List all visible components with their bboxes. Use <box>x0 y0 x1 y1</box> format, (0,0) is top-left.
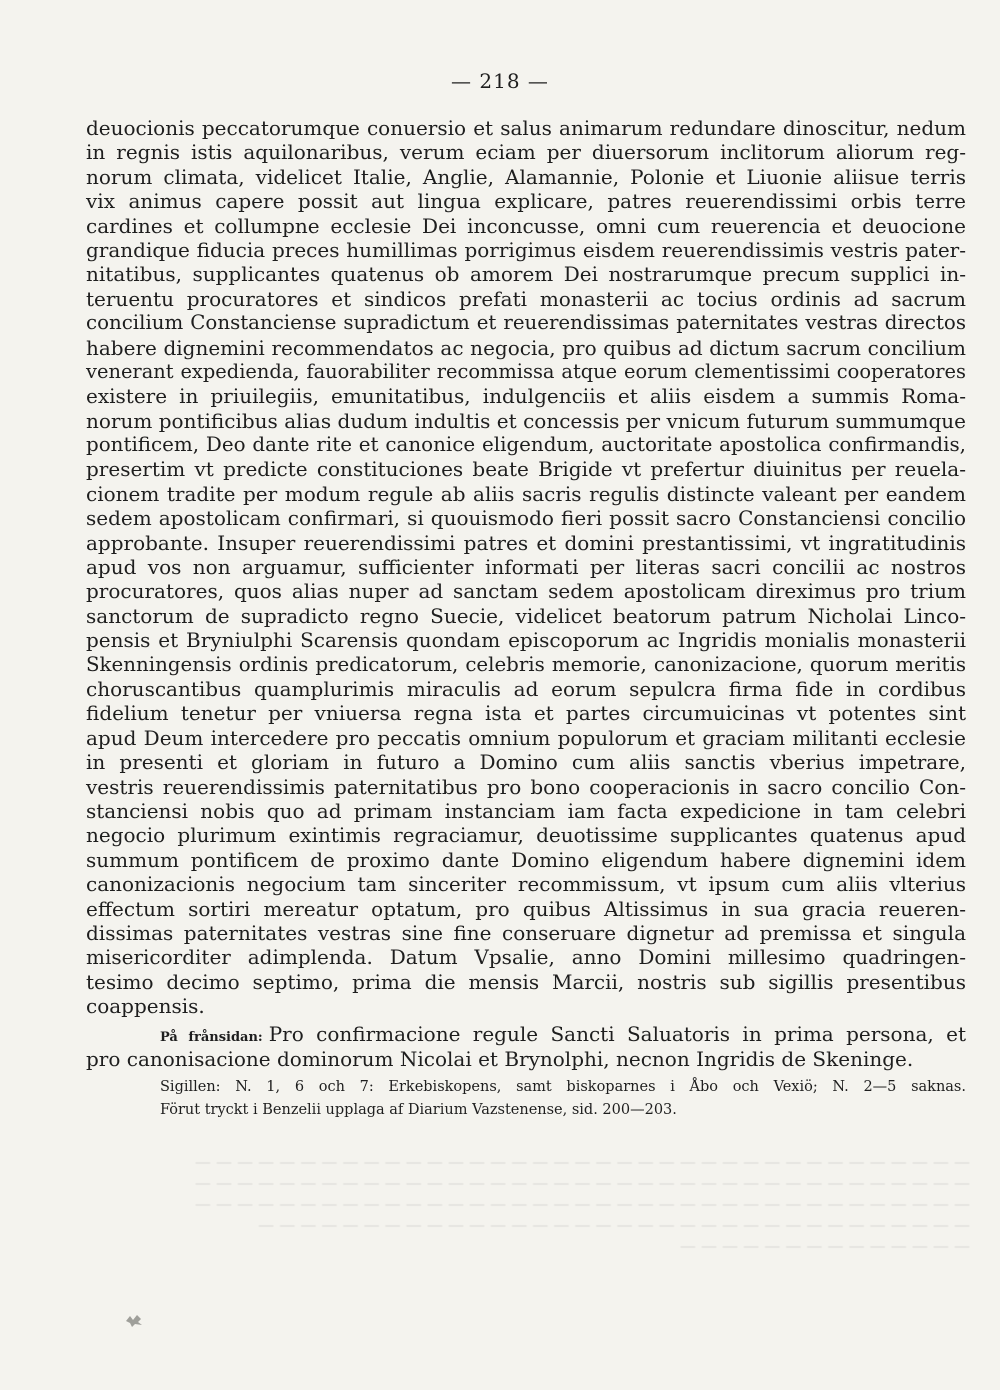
ink-blot <box>124 1312 144 1328</box>
body-line: existere in priuilegiis, emunitatibus, indulgenciis et aliis eisdem a summis Roma- <box>86 384 966 409</box>
body-line: effectum sortiri mereatur optatum, pro quibus Altissimus in sua gracia reueren- <box>86 896 966 921</box>
body-line: canonizacionis negocium tam sinceriter recommissum, vt ipsum cum aliis vlterius <box>86 872 966 897</box>
seal-note <box>160 1076 966 1122</box>
body-line: deuocionis peccatorumque conuersio et salus animarum redundare dinoscitur, nedum <box>86 116 966 140</box>
body-line: fidelium tenetur per vniuersa regna ista et partes circumuicinas vt potentes sint <box>86 701 966 726</box>
body-line: presertim vt predicte constituciones beate Brigide vt prefertur diuinitus per reuela- <box>86 457 966 482</box>
body-line: tesimo decimo septimo, prima die mensis Marcii, nostris sub sigillis presentibus <box>86 969 966 994</box>
body-line: habere dignemini recommendatos ac negocia, pro quibus ad dictum sacrum concilium <box>86 335 966 360</box>
front-note <box>86 1022 966 1072</box>
show-through-ink: — — — — — — — — — — — — — — — — — — — — — — — — — — — — — — — — — — — — — — — — — — — — — — — — — — — — — — — — — — — — — — — — — — — — — — — — — — — — — — — — — — — — — — — — — — — — — — — — — — — — — — — — — — — — — — — — — — — — — — — — — — — — — — — — — — — — — — — — — — — — — — — — — — — — — — — — — — — — — — — <box>194 1152 970 1255</box>
body-line: concilium Constanciense supradictum et reuerendissimas paternitates vestras directos <box>86 311 966 335</box>
body-line: vix animus capere possit aut lingua explicare, patres reuerendissimi orbis terre <box>86 189 966 214</box>
body-line: in regnis istis aquilonaribus, verum eciam per diuersorum inclitorum aliorum reg- <box>86 140 966 165</box>
body-line: cionem tradite per modum regule ab aliis sacris regulis distincte valeant per eandem <box>86 481 966 506</box>
body-line: venerant expedienda, fauorabiliter recommissa atque eorum clementissimi cooperatores <box>86 359 966 383</box>
body-line: sanctorum de supradicto regno Suecie, videlicet beatorum patrum Nicholai Linco- <box>86 603 966 628</box>
seal-note-line: Sigillen: N. 1, 6 och 7: Erkebiskopens, samt biskoparnes i Åbo och Vexiö; N. 2—5 saknas. <box>160 1079 966 1095</box>
body-line: dissimas paternitates vestras sine fine conseruare dignetur ad premissa et singula <box>86 920 966 945</box>
body-line: sedem apostolicam confirmari, si quouismodo fieri possit sacro Constanciensi concilio <box>86 506 966 531</box>
body-line: pensis et Bryniulphi Scarensis quondam episcoporum ac Ingridis monialis monasterii <box>86 628 966 653</box>
front-note-line: pro canonisacione dominorum Nicolai et Brynolphi, necnon Ingridis de Skeninge. <box>86 1047 914 1071</box>
body-line: vestris reuerendissimis paternitatibus pro bono cooperacionis in sacro concilio Con- <box>86 774 966 799</box>
body-line: procuratores, quos alias nuper ad sanctam sedem apostolicam direximus pro trium <box>86 579 966 604</box>
body-line: Skenningensis ordinis predicatorum, celebris memorie, canonizacione, quorum meritis <box>86 652 966 676</box>
body-line: summum pontificem de proximo dante Domino eligendum habere dignemini idem <box>86 847 966 872</box>
front-note-text: Pro confirmacione regule Sancti Saluatoris in prima persona, et <box>268 1022 966 1046</box>
body-line: approbante. Insuper reuerendissimi patres et domini prestantissimi, vt ingratitudinis <box>86 530 966 555</box>
body-line: coappensis. <box>86 994 205 1019</box>
body-line: apud Deum intercedere pro peccatis omnium populorum et graciam militanti ecclesie <box>86 725 966 750</box>
body-line: norum climata, videlicet Italie, Anglie, Alamannie, Polonie et Liuonie aliisue terris <box>86 164 966 189</box>
body-line: grandique fiducia preces humillimas porrigimus eisdem reuerendissimis vestris pater- <box>86 237 966 262</box>
front-note-label: På frånsidan: <box>160 1030 263 1045</box>
body-line: norum pontificibus alias dudum indultis et concessis per vnicum futurum summumque <box>86 408 966 433</box>
body-line: stanciensi nobis quo ad primam instanciam iam facta expedicione in tam celebri <box>86 798 966 823</box>
body-text <box>86 116 966 1018</box>
page-number: — 218 — <box>451 69 549 93</box>
body-line: cardines et collumpne ecclesie Dei inconcusse, omni cum reuerencia et deuocione <box>86 213 966 238</box>
seal-note-line: Förut tryckt i Benzelii upplaga af Diarium Vazstenense, sid. 200—203. <box>160 1102 677 1118</box>
body-line: apud vos non arguamur, sufficienter informati per literas sacri concilii ac nostros <box>86 555 966 580</box>
body-line: teruentu procuratores et sindicos prefati monasterii ac tocius ordinis ad sacrum <box>86 286 966 311</box>
body-line: pontificem, Deo dante rite et canonice eligendum, auctoritate apostolica confirmandis, <box>86 433 966 457</box>
front-note-line <box>86 1022 966 1047</box>
body-line: negocio plurimum exintimis regraciamur, deuotissime supplicantes quatenus apud <box>86 823 966 848</box>
body-line: in presenti et gloriam in futuro a Domino cum aliis sanctis vberius impetrare, <box>86 750 966 775</box>
body-line: nitatibus, supplicantes quatenus ob amorem Dei nostrarumque precum supplici in- <box>86 262 966 287</box>
body-line: misericorditer adimplenda. Datum Vpsalie, anno Domini millesimo quadringen- <box>86 945 966 970</box>
body-line: choruscantibus quamplurimis miraculis ad eorum sepulcra firma fide in cordibus <box>86 676 966 701</box>
